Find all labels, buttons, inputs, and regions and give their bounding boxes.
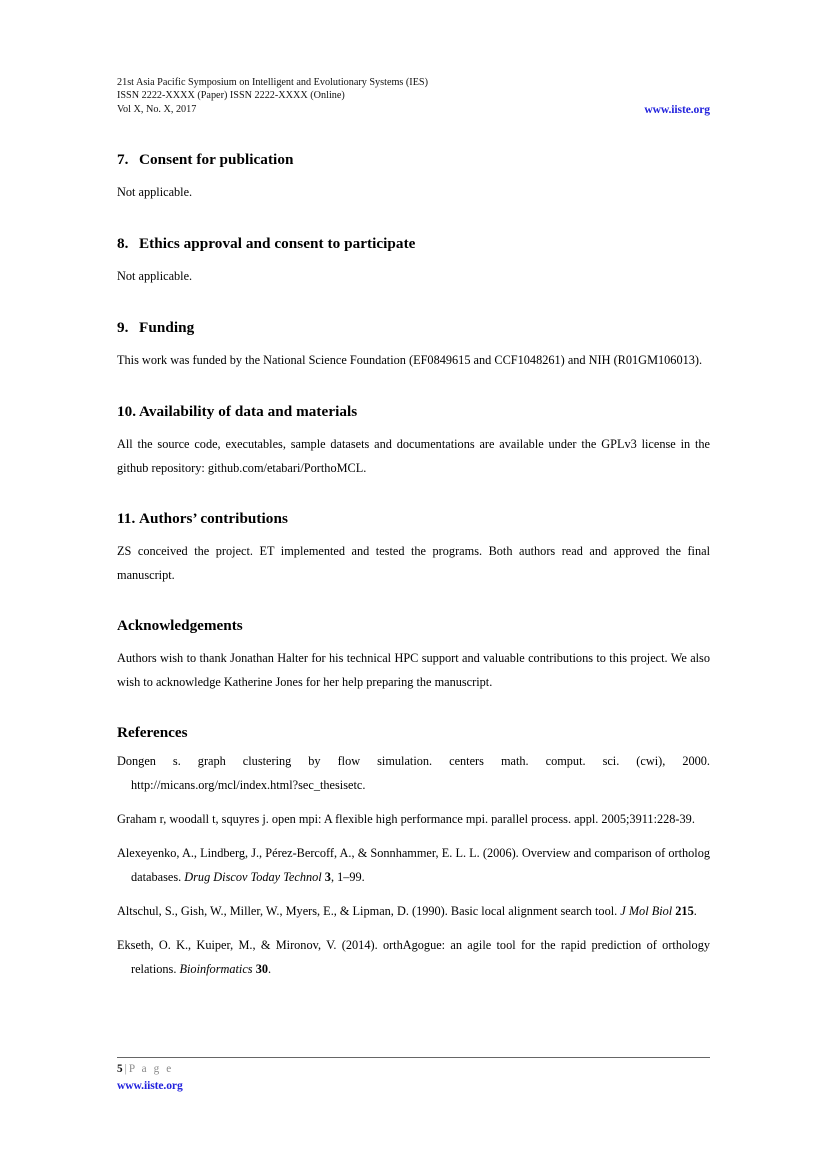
reference-volume: 215 xyxy=(675,904,694,918)
reference-journal: J Mol Biol xyxy=(620,904,673,918)
section-8-title: Ethics approval and consent to participate xyxy=(139,235,416,252)
section-7-title: Consent for publication xyxy=(139,151,294,168)
section-9-heading xyxy=(117,318,710,338)
reference-journal: Drug Discov Today Technol xyxy=(184,870,322,884)
references-heading: References xyxy=(117,724,188,741)
section-11-body-wrap xyxy=(117,539,710,587)
reference-text: Alexeyenko, A., Lindberg, J., Pérez-Bercoff, A., & Sonnhammer, E. L. L. (2006). Overview and comparison of ortholog databases. xyxy=(117,846,710,884)
section-8-body-wrap xyxy=(117,264,710,288)
section-10-title: Availability of data and materials xyxy=(139,403,358,420)
reference-text: Ekseth, O. K., Kuiper, M., & Mironov, V. (2014). orthAgogue: an agile tool for the rapid prediction of orthology relations. xyxy=(117,938,710,976)
running-header xyxy=(117,76,710,116)
section-10-heading-wrap xyxy=(117,402,710,422)
header-volume-line: Vol X, No. X, 2017 xyxy=(117,103,197,115)
section-9-body-wrap xyxy=(117,348,769,372)
section-9-title: Funding xyxy=(139,319,195,336)
reference-text: Graham r, woodall t, squyres j. open mpi: A flexible high performance mpi. parallel process. appl. 2005;3911:228-39. xyxy=(117,812,695,826)
page-content xyxy=(117,76,710,976)
section-10-body-wrap xyxy=(117,432,710,480)
section-11-title: Authors’ contributions xyxy=(139,510,288,527)
section-8-heading xyxy=(117,234,710,254)
references-list xyxy=(117,749,710,981)
section-8-body: Not applicable. xyxy=(117,269,193,283)
acknowledgements-body: Authors wish to thank Jonathan Halter for his technical HPC support and valuable contributions to this project. We also wish to acknowledge Katherine Jones for her help preparing the manuscript. xyxy=(117,651,710,689)
reference-item xyxy=(117,749,710,797)
reference-item xyxy=(117,807,710,831)
section-10-heading xyxy=(117,402,710,422)
reference-volume: 3 xyxy=(324,870,331,884)
page-footer xyxy=(117,1057,710,1093)
footer-website-link[interactable]: www.iiste.org xyxy=(117,1079,183,1092)
section-7-body-wrap xyxy=(117,180,710,204)
section-10-number: 10. xyxy=(117,403,137,420)
footer-page-label xyxy=(117,1062,710,1077)
reference-pages: . xyxy=(267,962,272,976)
reference-text: Dongen s. graph clustering by flow simulation. centers math. comput. sci. (cwi), 2000. http://micans.org/mcl/index.html?sec_thesisetc. xyxy=(117,754,710,792)
reference-pages: , 1–99. xyxy=(330,870,365,884)
reference-pages: . xyxy=(693,904,697,918)
footer-divider xyxy=(117,1057,710,1058)
section-10-body: All the source code, executables, sample datasets and documentations are available under the GPLv3 license in the github repository: github.com/etabari/PorthoMCL. xyxy=(117,437,710,475)
acknowledgements-heading: Acknowledgements xyxy=(117,617,243,634)
reference-volume: 30 xyxy=(255,962,268,976)
header-website-link[interactable]: www.iiste.org xyxy=(644,102,710,116)
section-11-body: ZS conceived the project. ET implemented and tested the programs. Both authors read and approved the final manuscript. xyxy=(117,544,710,582)
reference-item xyxy=(117,899,710,923)
references-heading-wrap xyxy=(117,723,710,743)
header-issn-line: ISSN 2222-XXXX (Paper) ISSN 2222-XXXX (Online) xyxy=(117,90,345,102)
acknowledgements-body-wrap xyxy=(117,646,710,694)
section-9-number: 9. xyxy=(117,319,129,336)
reference-item xyxy=(117,841,710,889)
section-8-number: 8. xyxy=(117,235,129,252)
header-symposium-line: 21st Asia Pacific Symposium on Intelligent and Evolutionary Systems (IES) xyxy=(117,77,428,88)
section-11-number: 11. xyxy=(117,510,136,527)
acknowledgements-heading-wrap xyxy=(117,616,710,636)
footer-separator: | xyxy=(124,1063,127,1075)
reference-text: Altschul, S., Gish, W., Miller, W., Myers, E., & Lipman, D. (1990). Basic local alignment search tool. xyxy=(117,904,621,918)
section-7-number: 7. xyxy=(117,151,129,168)
section-11-heading-wrap xyxy=(117,509,710,529)
section-7-heading-wrap xyxy=(117,150,710,170)
reference-item xyxy=(117,933,710,981)
section-8-heading-wrap xyxy=(117,234,710,254)
footer-page-number: 5 xyxy=(117,1063,123,1075)
footer-page-word: P a g e xyxy=(128,1063,174,1075)
references-list-wrap xyxy=(117,749,710,981)
section-7-heading xyxy=(117,150,710,170)
section-11-heading xyxy=(117,509,710,529)
section-9-heading-wrap xyxy=(117,318,710,338)
section-9-body: This work was funded by the National Science Foundation (EF0849615 and CCF1048261) and NIH (R01GM106013). xyxy=(117,353,703,367)
section-7-body: Not applicable. xyxy=(117,185,193,199)
reference-journal: Bioinformatics xyxy=(179,962,253,976)
